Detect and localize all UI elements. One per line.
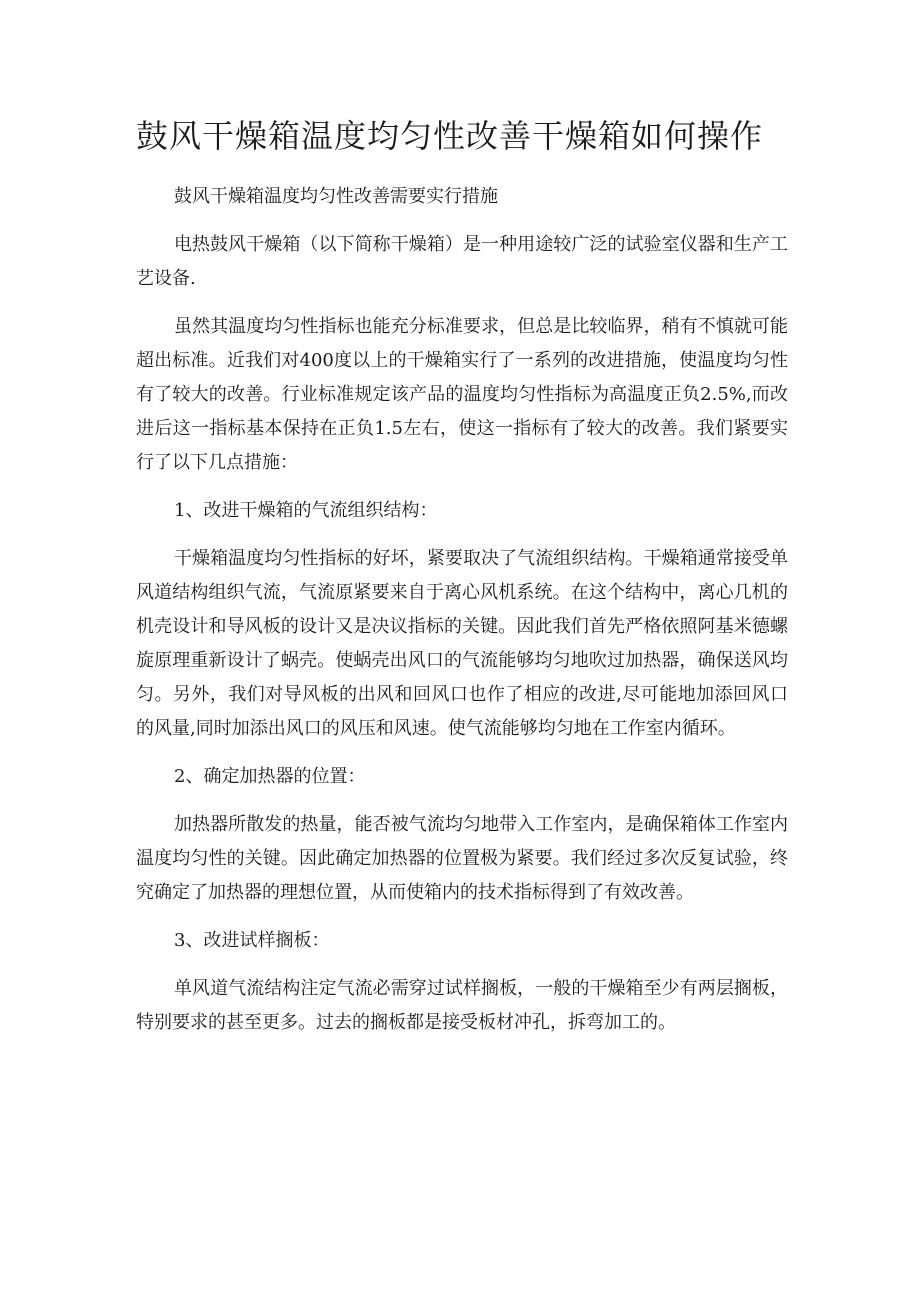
- paragraph-background: 虽然其温度均匀性指标也能充分标准要求，但总是比较临界，稍有不慎就可能超出标准。近我们对400度以上的干燥箱实行了一系列的改进措施，使温度均匀性有了较大的改善。行业标准规定该产品的温度均匀性指标为高温度正负2.5%,而改进后这一指标基本保持在正负1.5左右，使这一指标有了较大的改善。我们紧要实行了以下几点措施：: [136, 316, 788, 473]
- paragraph-airflow: 干燥箱温度均匀性指标的好坏，紧要取决了气流组织结构。干燥箱通常接受单风道结构组织气流，气流原紧要来自于离心风机系统。在这个结构中，离心几机的机壳设计和导风板的设计又是决议指标的关键。因此我们首先严格依照阿基米德螺旋原理重新设计了蜗壳。使蜗壳出风口的气流能够均匀地吹过加热器，确保送风均匀。另外，我们对导风板的出风和回风口也作了相应的改进,尽可能地加添回风口的风量,同时加添出风口的风压和风速。使气流能够均匀地在工作室内循环。: [136, 548, 788, 739]
- paragraph-shelf: 单风道气流结构注定气流必需穿过试样搁板，一般的干燥箱至少有两层搁板，特别要求的甚至更多。过去的搁板都是接受板材冲孔，拆弯加工的。: [136, 978, 788, 1033]
- paragraph-heater: 加热器所散发的热量，能否被气流均匀地带入工作室内，是确保箱体工作室内温度均匀性的关键。因此确定加热器的位置极为紧要。我们经过多次反复试验，终究确定了加热器的理想位置，从而使箱内的技术指标得到了有效改善。: [136, 814, 788, 903]
- section-heading-2: 2、确定加热器的位置：: [174, 766, 366, 787]
- document-title: 鼓风干燥箱温度均匀性改善干燥箱如何操作: [136, 117, 764, 155]
- paragraph-intro: 电热鼓风干燥箱（以下简称干燥箱）是一种用途较广泛的试验室仪器和生产工艺设备.: [136, 234, 788, 289]
- intro-line: 鼓风干燥箱温度均匀性改善需要实行措施: [174, 186, 498, 207]
- document-body: [136, 180, 788, 1054]
- section-heading-1: 1、改进干燥箱的气流组织结构：: [174, 500, 438, 521]
- section-heading-3: 3、改进试样搁板：: [174, 930, 330, 951]
